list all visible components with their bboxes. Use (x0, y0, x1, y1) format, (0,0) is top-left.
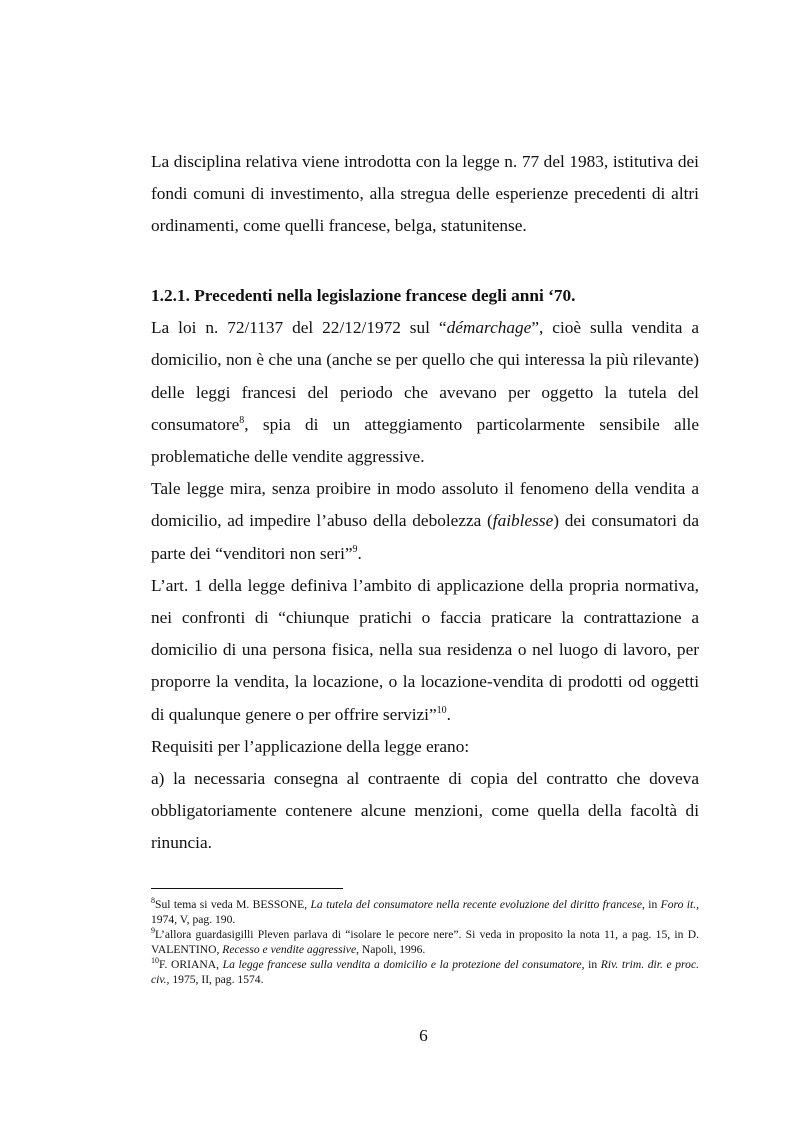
italic-title: Recesso e vendite aggressive (222, 943, 357, 956)
text-run: . (357, 543, 362, 563)
text-run: 1974, V, pag. 190. (151, 913, 236, 926)
footnote-ref-10[interactable]: 10 (436, 704, 447, 716)
italic-term: faiblesse (492, 511, 554, 531)
footnote-divider (151, 888, 343, 889)
page-number: 6 (419, 1026, 428, 1045)
italic-term: démarchage (446, 318, 532, 338)
paragraph-demarchage (151, 312, 699, 473)
footnote-8 (151, 897, 699, 927)
text-run: , Napoli, 1996. (356, 943, 426, 956)
section-heading: 1.2.1. Precedenti nella legislazione francese degli anni ‘70. (151, 286, 576, 305)
footnote-number: 10 (151, 956, 159, 965)
footnote-ref-9[interactable]: 9 (352, 543, 358, 555)
italic-title: La tutela del consumatore nella recente evoluzione del diritto francese (310, 898, 642, 911)
paragraph-requisiti: Requisiti per l’applicazione della legge erano: (151, 736, 470, 756)
footnote-ref-8[interactable]: 8 (239, 414, 245, 426)
text-run: 1975, II, pag. 1574. (169, 973, 264, 986)
text-run: Sul tema si veda M. BESSONE, (155, 898, 311, 911)
section-1-2-1 (151, 280, 699, 860)
paragraph-requisito-a: a) la necessaria consegna al contraente di copia del contratto che doveva obbligatoriamente contenere alcune menzioni, come quella della facoltà di rinuncia. (151, 769, 699, 853)
text-run: L’allora guardasigilli Pleven parlava di “isolare le pecore nere”. Si veda in proposito la nota 11, a pag. 15, in D. VALENTINO, (151, 928, 699, 956)
text-run: L’art. 1 della legge definiva l’ambito di applicazione della propria normativa, nei confronti di “chiunque pratichi o faccia praticare la contrattazione a domicilio di una persona fisica, nella sua residenza o nel luogo di lavoro, per proporre la vendita, la locazione, o la locazione-vendita di prodotti od oggetti di qualunque genere o per offrire servizi” (151, 575, 699, 724)
footnote-10 (151, 957, 699, 987)
intro-paragraph-block (151, 146, 699, 243)
text-run: , in (641, 898, 661, 911)
text-run: ”, cioè sulla vendita a domicilio, non è che una (anche se per quello che qui interessa la più rilevante) delle leggi francesi del periodo che avevano per oggetto la tutela del consumatore (151, 318, 699, 434)
text-run: , in (581, 958, 601, 971)
text-run: ) dei consumatori da parte dei “venditori non seri” (151, 511, 699, 563)
footnotes (151, 897, 699, 987)
intro-paragraph: La disciplina relativa viene introdotta con la legge n. 77 del 1983, istitutiva dei fondi comuni di investimento, alla stregua delle esperienze precedenti di altri ordinamenti, come quelli francese, belga, statunitense. (151, 152, 699, 236)
text-run: Tale legge mira, senza proibire in modo assoluto il fenomeno della vendita a domicilio, ad impedire l’abuso della debolezza ( (151, 479, 699, 531)
footnote-number: 8 (151, 896, 155, 905)
footnote-9 (151, 927, 699, 957)
text-run: . (446, 704, 451, 724)
italic-title: La legge francese sulla vendita a domicilio e la protezione del consumatore (222, 958, 582, 971)
text-run: La loi n. 72/1137 del 22/12/1972 sul “ (151, 318, 447, 338)
paragraph-art-1 (151, 570, 699, 731)
italic-journal: Foro it., (660, 898, 699, 911)
italic-journal: Riv. trim. dir. e proc. civ., (151, 958, 699, 986)
text-run: F. ORIANA, (159, 958, 223, 971)
text-run: , spia di un atteggiamento particolarmente sensibile alle problematiche delle vendite aggressive. (151, 414, 699, 467)
paragraph-faiblesse (151, 473, 699, 570)
footnote-number: 9 (151, 926, 155, 935)
